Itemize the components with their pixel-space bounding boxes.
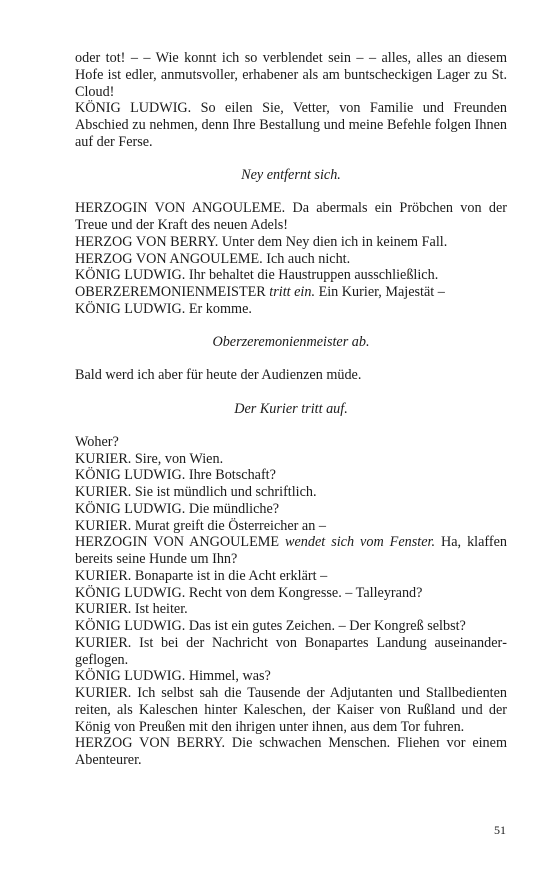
dialogue-line: Woher?	[75, 433, 119, 450]
dialogue-line: HERZOG VON ANGOULEME. Ich auch nicht.	[75, 250, 351, 267]
dialogue-line: KURIER. Bonaparte ist in die Acht erklärt –	[75, 567, 328, 584]
page-number: 51	[494, 823, 506, 837]
dialogue-line: KURIER. Ist heiter.	[75, 601, 188, 618]
dialogue-line	[75, 284, 507, 301]
dialogue-line: KÖNIG LUDWIG. Er komme.	[75, 300, 252, 317]
inline-stage-direction: wendet sich vom Fenster.	[285, 534, 435, 551]
dialogue-line: KURIER. Murat greift die Österreicher an –	[75, 517, 326, 534]
dialogue-line: KÖNIG LUDWIG. Ihre Botschaft?	[75, 467, 276, 484]
dialogue-line: Bald werd ich aber für heute der Audienzen müde.	[75, 367, 362, 384]
dialogue-line: KÖNIG LUDWIG. Das ist ein gutes Zeichen. – Der Kongreß selbst?	[75, 618, 466, 634]
dialogue-line	[75, 534, 507, 568]
text-line: oder tot! – – Wie konnt ich so verblendet sein – – alles, alles an diesem Hofe ist edler, anmutsvoller, erhabener als am buntscheckigen Lager zu St. Cloud!	[75, 50, 507, 100]
dialogue-line: HERZOGIN VON ANGOULEME. Da abermals ein Pröbchen von der Treue und der Kraft des neuen Adels!	[75, 200, 507, 233]
stage-direction: Oberzeremonienmeister ab.	[212, 334, 370, 350]
speech: Ha, klaffen bereits seine Hunde um Ihn?	[75, 534, 507, 567]
stage-direction: Ney entfernt sich.	[241, 167, 341, 183]
dialogue-line: KURIER. Sie ist mündlich und schriftlich.	[75, 484, 317, 500]
speech: Ein Kurier, Majestät –	[318, 284, 445, 300]
dialogue-line: KURIER. Ist bei der Nachricht von Bonapartes Landung auseinandergeflogen.	[75, 634, 507, 668]
dialogue-line: KÖNIG LUDWIG. Himmel, was?	[75, 668, 271, 685]
dialogue-line: HERZOG VON BERRY. Unter dem Ney dien ich in keinem Fall.	[75, 233, 448, 250]
stage-direction: Der Kurier tritt auf.	[234, 400, 348, 417]
dialogue-line: KÖNIG LUDWIG. So eilen Sie, Vetter, von Familie und Freunden Abschied zu nehmen, denn Ihre Bestallung und meine Befehle folgen Ihnen auf der Ferse.	[75, 100, 507, 150]
dialogue-line: KÖNIG LUDWIG. Ihr behaltet die Haustruppen ausschließlich.	[75, 267, 439, 284]
inline-stage-direction: tritt ein.	[269, 284, 316, 300]
dialogue-line: KURIER. Sire, von Wien.	[75, 450, 224, 467]
speaker: HERZOGIN VON ANGOULEME	[75, 534, 280, 551]
dialogue-line: HERZOG VON BERRY. Die schwachen Menschen. Fliehen vor einem Abenteurer.	[75, 735, 507, 768]
play-text	[75, 50, 507, 769]
speaker: OBERZEREMONIENMEISTER	[75, 284, 266, 300]
dialogue-line: KURIER. Ich selbst sah die Tausende der Adjutanten und Stallbedienten reiten, als Kaleschen hinter Kaleschen, der Kaiser von Rußland und der König von Preußen mit den ihrigen unter ihnen, aus dem Tor fuhren.	[75, 685, 507, 735]
dialogue-line: KÖNIG LUDWIG. Recht von dem Kongresse. – Talleyrand?	[75, 584, 423, 601]
dialogue-line: KÖNIG LUDWIG. Die mündliche?	[75, 500, 280, 517]
